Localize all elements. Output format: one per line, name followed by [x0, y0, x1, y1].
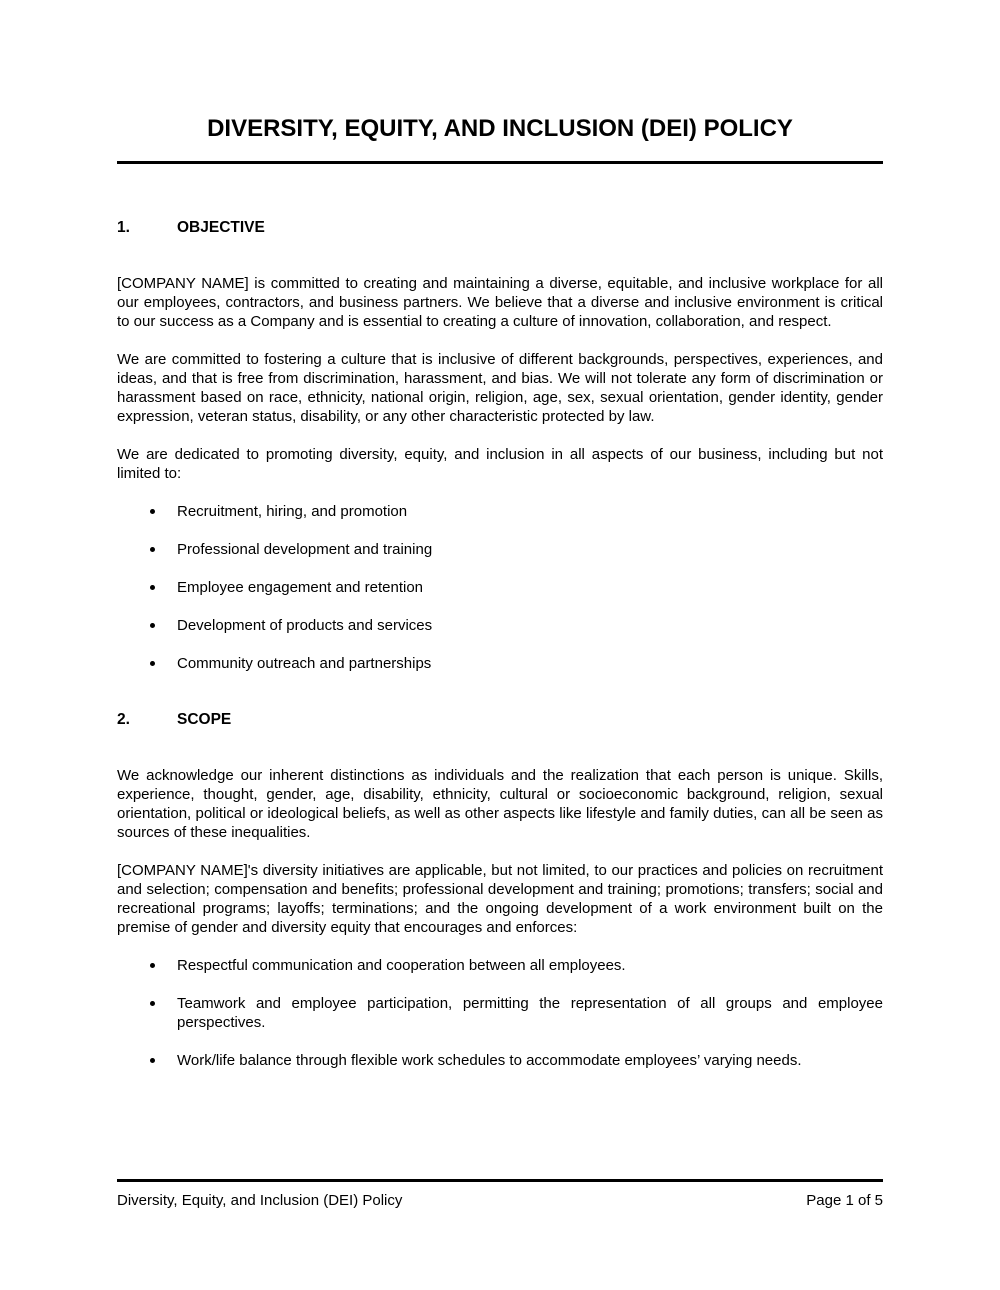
section-heading-objective [117, 218, 883, 237]
paragraph: [COMPANY NAME] is committed to creating and maintaining a diverse, equitable, and inclusive workplace for all our employees, contractors, and business partners. We believe that a diverse and inclusive environment is critical to our success as a Company and is essential to creating a culture of innovation, collaboration, and respect. [117, 275, 883, 330]
bullet-icon [150, 963, 155, 968]
page-footer [117, 1179, 883, 1210]
bullet-item [117, 654, 883, 673]
bullet-icon [150, 509, 155, 514]
bullet-item [117, 502, 883, 521]
paragraph: We are committed to fostering a culture that is inclusive of different backgrounds, perspectives, experiences, and ideas, and that is free from discrimination, harassment, and bias. We will not tolerate any form of discrimination or harassment based on race, ethnicity, national origin, religion, age, sex, sexual orientation, gender identity, gender expression, veteran status, disability, or any other characteristic protected by law. [117, 351, 883, 425]
bullet-icon [150, 661, 155, 666]
bullet-item [117, 540, 883, 559]
section-heading-scope [117, 710, 883, 729]
title-divider [117, 161, 883, 164]
bullet-text: Professional development and training [177, 541, 433, 558]
section-label: OBJECTIVE [177, 219, 265, 236]
paragraph: We acknowledge our inherent distinctions as individuals and the realization that each person is unique. Skills, experience, thought, gender, age, disability, ethnicity, cultural or socioeconomic background, religion, sexual orientation, political or ideological beliefs, as well as other aspects like lifestyle and family duties, can all be seen as sources of these inequalities. [117, 767, 883, 841]
bullet-icon [150, 1058, 155, 1063]
bullet-text: Work/life balance through flexible work schedules to accommodate employees’ varying needs. [177, 1052, 802, 1069]
bullet-item [117, 578, 883, 597]
bullet-list-objective [117, 502, 883, 673]
document-content [0, 114, 1000, 1070]
bullet-icon [150, 1001, 155, 1006]
bullet-icon [150, 547, 155, 552]
bullet-icon [150, 585, 155, 590]
bullet-text: Teamwork and employee participation, permitting the representation of all groups and employee perspectives. [177, 995, 883, 1031]
bullet-item [117, 994, 883, 1032]
bullet-list-scope [117, 956, 883, 1070]
bullet-text: Development of products and services [177, 617, 433, 634]
bullet-text: Respectful communication and cooperation between all employees. [177, 957, 626, 974]
footer-document-title: Diversity, Equity, and Inclusion (DEI) Policy [117, 1192, 403, 1209]
bullet-item [117, 956, 883, 975]
section-number: 1. [117, 219, 130, 236]
bullet-text: Recruitment, hiring, and promotion [177, 503, 408, 520]
bullet-item [117, 616, 883, 635]
footer-page-number: Page 1 of 5 [806, 1192, 883, 1209]
section-number: 2. [117, 711, 130, 728]
bullet-icon [150, 623, 155, 628]
bullet-text: Employee engagement and retention [177, 579, 424, 596]
document-title: DIVERSITY, EQUITY, AND INCLUSION (DEI) POLICY [207, 115, 793, 142]
paragraph: [COMPANY NAME]'s diversity initiatives are applicable, but not limited, to our practices and policies on recruitment and selection; compensation and benefits; professional development and training; promotions; transfers; social and recreational programs; layoffs; terminations; and the ongoing development of a work environment built on the premise of gender and diversity equity that encourages and enforces: [117, 862, 883, 936]
bullet-text: Community outreach and partnerships [177, 655, 432, 672]
bullet-item [117, 1051, 883, 1070]
paragraph: We are dedicated to promoting diversity, equity, and inclusion in all aspects of our business, including but not limited to: [117, 446, 883, 482]
section-label: SCOPE [177, 711, 232, 728]
